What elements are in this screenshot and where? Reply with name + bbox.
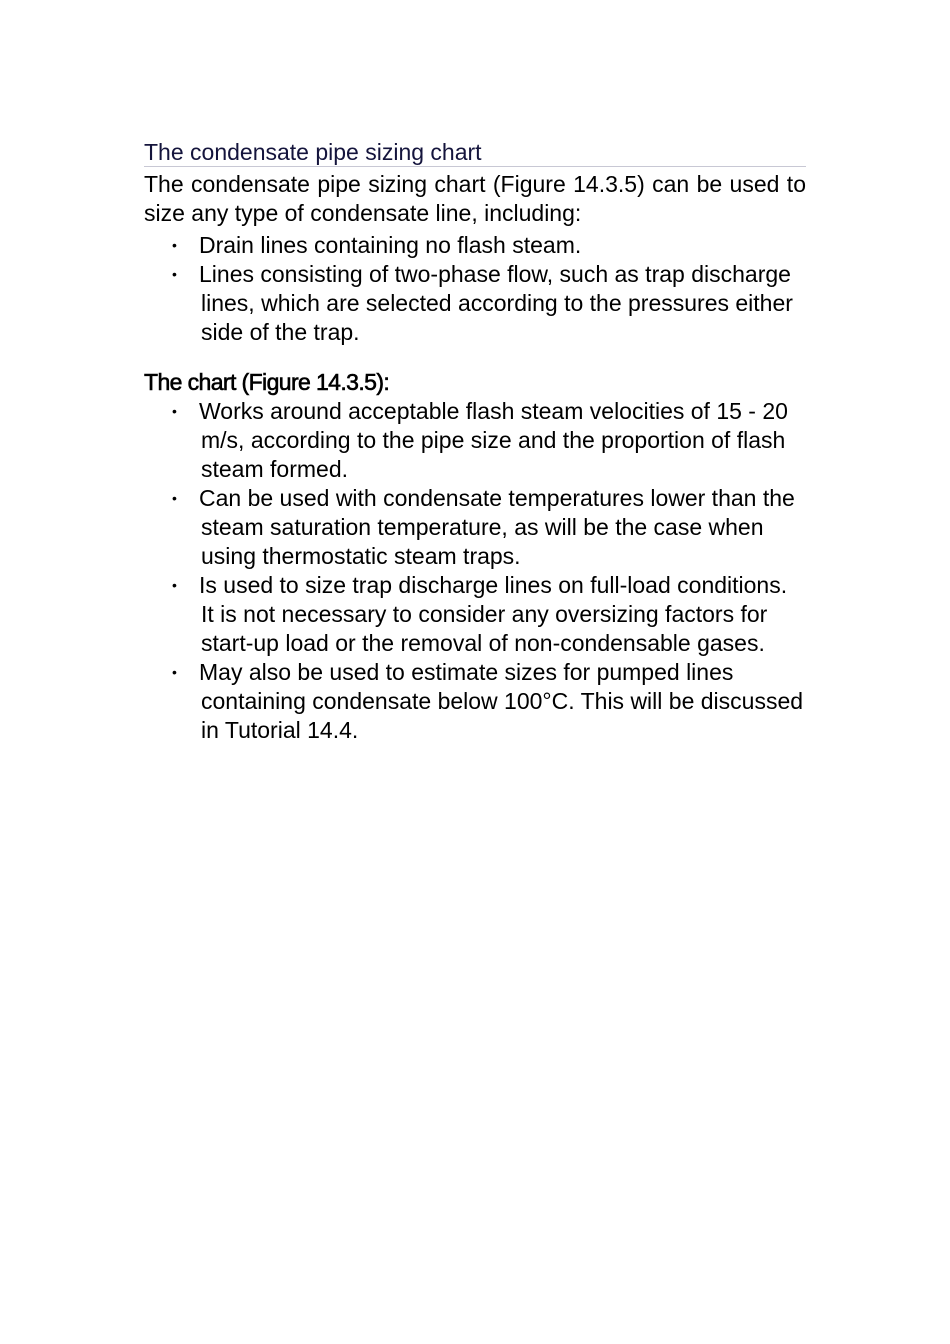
list-item-text: Drain lines containing no flash steam. <box>199 232 582 258</box>
list-item <box>144 260 806 347</box>
list-item <box>144 571 806 658</box>
section-title: The condensate pipe sizing chart <box>144 138 806 167</box>
list-item <box>144 658 806 745</box>
bullet-icon: • <box>172 577 177 593</box>
list-item <box>144 231 806 260</box>
intro-paragraph: The condensate pipe sizing chart (Figure 14.3.5) can be used to size any type of condensate line, including: <box>144 171 806 226</box>
list-item-text: Lines consisting of two-phase flow, such as trap discharge lines, which are selected according to the pressures either side of the trap. <box>199 261 793 345</box>
section-bullet-list <box>144 231 806 347</box>
list-item <box>144 397 806 484</box>
chart-heading: The chart (Figure 14.3.5): <box>144 369 390 395</box>
list-item-text: May also be used to estimate sizes for pumped lines containing condensate below 100°C. This will be discussed in Tutorial 14.4. <box>199 659 804 743</box>
bullet-icon: • <box>172 490 177 506</box>
list-item-text: Can be used with condensate temperatures lower than the steam saturation temperature, as will be the case when using thermostatic steam traps. <box>199 485 795 569</box>
list-item <box>144 484 806 571</box>
list-item-text: Is used to size trap discharge lines on full-load conditions. It is not necessary to consider any oversizing factors for start-up load or the removal of non-condensable gases. <box>199 572 788 656</box>
chart-bullet-list <box>144 397 806 745</box>
bullet-icon: • <box>172 403 177 419</box>
list-item-text: Works around acceptable flash steam velocities of 15 - 20 m/s, according to the pipe size and the proportion of flash steam formed. <box>199 398 788 482</box>
bullet-icon: • <box>172 237 177 253</box>
bullet-icon: • <box>172 664 177 680</box>
document-page <box>144 138 806 745</box>
bullet-icon: • <box>172 266 177 282</box>
